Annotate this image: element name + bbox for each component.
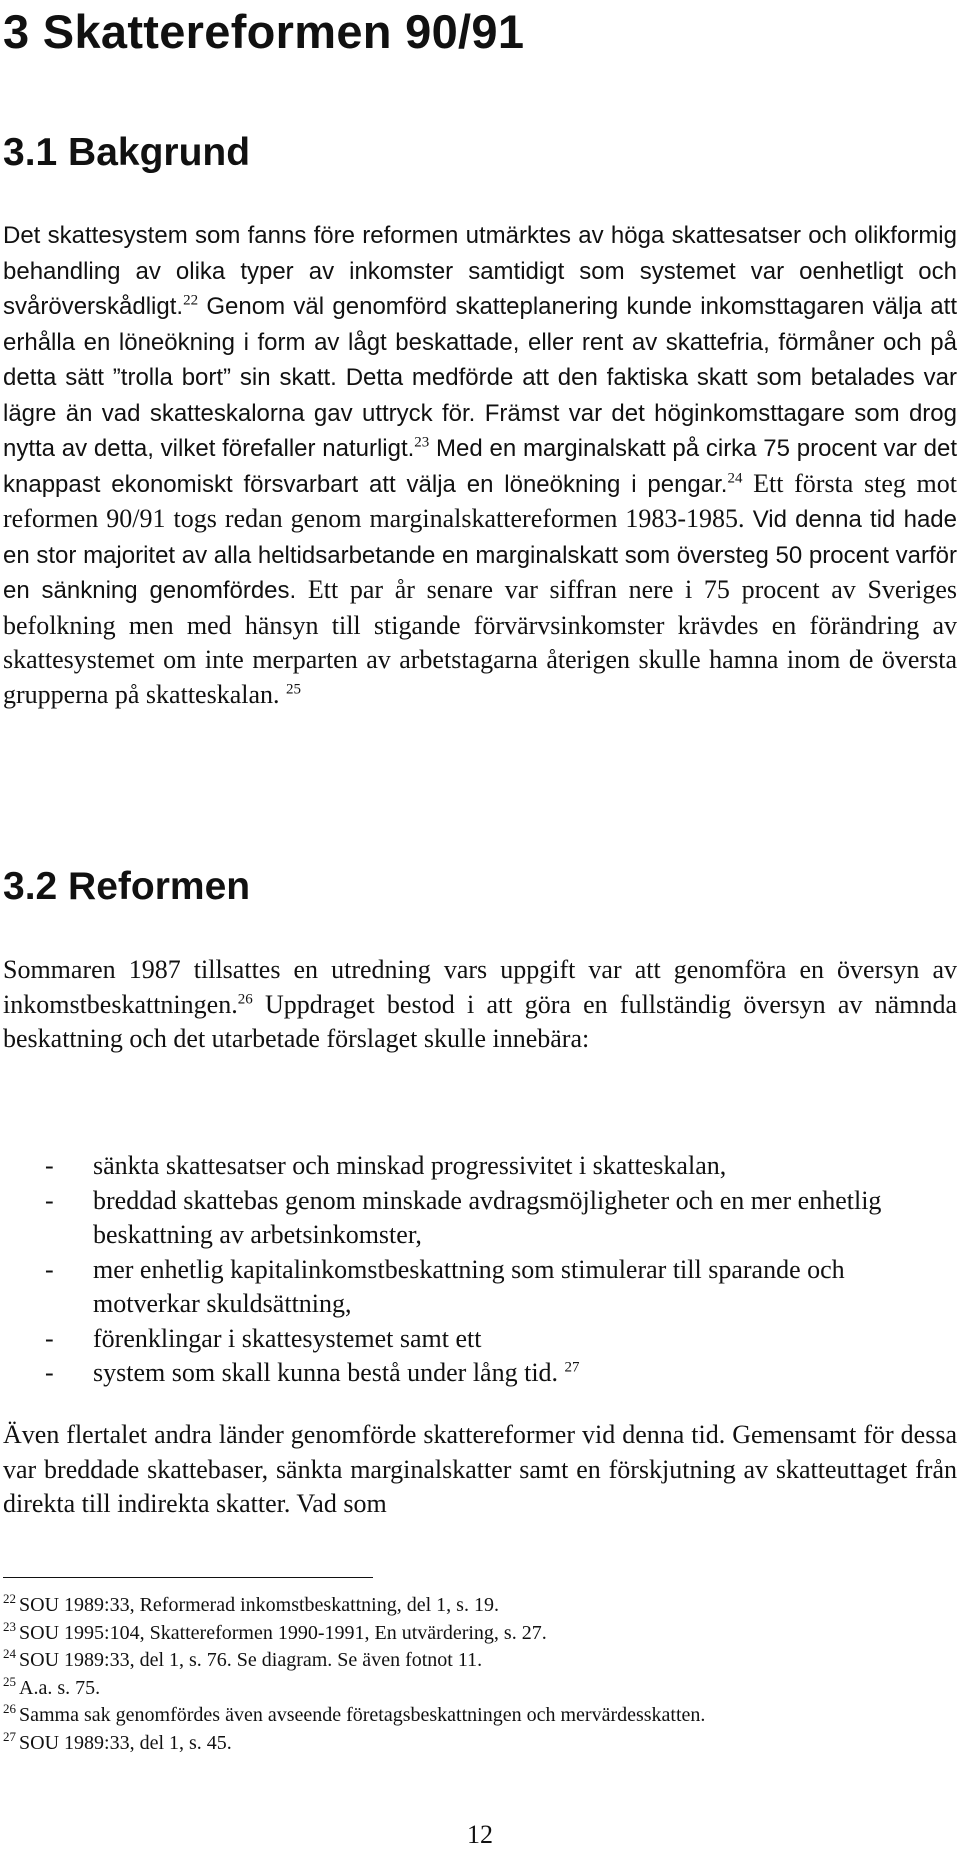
paragraph-text: Ett första steg mot reformen 90/91 togs redan genom marginalskattereformen 1983-1985. [3, 468, 957, 533]
paragraph-text: Genom väl genomförd skatteplanering kunde inkomsttagaren välja att erhålla en löneökning i form av lågt beskattade, eller rent av skattefria, förmåner och på detta sätt ”trolla bort” sin skatt. Detta medförde att den faktiska skatt som betalades var lägre än vad skatteskalorna gav uttryck för. Främst var det höginkomsttagare som drog nytta av detta, vilket förefaller naturligt. [3, 293, 957, 462]
footnote-separator [3, 1577, 373, 1578]
footnote-ref: 26 [237, 990, 253, 1007]
footnote-ref: 25 [286, 680, 302, 697]
footnote [3, 1592, 957, 1620]
footnote-text: SOU 1995:104, Skattereformen 1990-1991, En utvärdering, s. 27. [19, 1621, 547, 1644]
footnote-number: 23 [3, 1618, 16, 1634]
footnote-ref: 22 [183, 292, 199, 309]
paragraph-text: Ett par år senare var siffran nere i 75 procent av Sveriges befolkning men med hänsyn till stigande förvärvsinkomster krävdes en förändring av skattesystemet om inte merparten av arbetstagarna återigen skulle hamna inom de översta grupperna på skatteskalan. [3, 575, 957, 709]
list-item-text: förenklingar i skattesystemet samt ett [93, 1323, 482, 1353]
footnote-text: SOU 1989:33, del 1, s. 76. Se diagram. Se även fotnot 11. [19, 1649, 483, 1671]
list-item [3, 1322, 957, 1357]
list-dash: - [45, 1151, 54, 1180]
footnotes [3, 1592, 957, 1757]
footnote-ref: 23 [414, 434, 430, 451]
footnote-number: 27 [3, 1728, 16, 1744]
footnote [3, 1730, 957, 1758]
paragraph-text: Det skattesystem som fanns före reformen utmärktes av höga skattesatser och olikformig behandling av olika typer av inkomster samtidigt som systemet var oenhetligt och svåröverskådligt. [3, 222, 957, 320]
paragraph-text: Med en marginalskatt på cirka 75 procent var det knappast ekonomiskt försvarbart att välja en löneökning i pengar. [3, 435, 957, 498]
list-dash: - [45, 1358, 54, 1387]
list-item-text: breddad skattebas genom minskade avdragsmöjligheter och en mer enhetlig beskattning av arbetsinkomster, [93, 1185, 882, 1249]
footnote-number: 26 [3, 1701, 16, 1717]
footnote [3, 1647, 957, 1675]
footnote [3, 1620, 957, 1648]
list-item-text: mer enhetlig kapitalinkomstbeskattning som stimulerar till sparande och motverkar skuldsättning, [93, 1254, 845, 1318]
list-dash: - [45, 1323, 54, 1353]
footnote-ref: 27 [564, 1359, 580, 1376]
paragraph-text: Sommaren 1987 tillsattes en utredning vars uppgift var att genomföra en översyn av inkomstbeskattningen. [3, 955, 957, 1019]
section-heading-bakgrund: 3.1 Bakgrund [3, 131, 251, 174]
list-item-text: system som skall kunna bestå under lång tid. [93, 1358, 559, 1387]
footnote-number: 22 [3, 1591, 16, 1607]
footnote-text: SOU 1989:33, Reformerad inkomstbeskattning, del 1, s. 19. [19, 1594, 499, 1616]
paragraph-text: Vid denna tid hade en stor majoritet av alla heltidsarbetande en marginalskatt som översteg 50 procent varför en sänkning genomfördes. [3, 506, 957, 604]
footnote-text: A.a. s. 75. [19, 1676, 101, 1699]
list-item [3, 1184, 957, 1253]
footnote-text: SOU 1989:33, del 1, s. 45. [19, 1731, 232, 1754]
list-item [3, 1253, 957, 1322]
list-dash: - [45, 1185, 54, 1215]
list-item-text: sänkta skattesatser och minskad progressivitet i skatteskalan, [93, 1151, 727, 1180]
footnote-number: 24 [3, 1646, 16, 1662]
footnote-number: 25 [3, 1673, 16, 1689]
footnote-text: Samma sak genomfördes även avseende företagsbeskattningen och mervärdesskatten. [19, 1704, 706, 1726]
reform-list [3, 1149, 957, 1391]
paragraph-text: Uppdraget bestod i att göra en fullständig översyn av nämnda beskattning och det utarbetade förslaget skulle innebära: [3, 989, 957, 1053]
footnote [3, 1675, 957, 1703]
footnote [3, 1702, 957, 1730]
paragraph-bakgrund [3, 218, 957, 712]
list-dash: - [45, 1254, 54, 1284]
paragraph-flertalet: Även flertalet andra länder genomförde skattereformer vid denna tid. Gemensamt för dessa var breddade skattebaser, sänkta marginalskatter samt en förskjutning av skatteuttaget från direkta till indirekta skatter. Vad som [3, 1420, 957, 1518]
chapter-title: 3 Skattereformen 90/91 [3, 5, 525, 58]
list-item [3, 1356, 957, 1391]
paragraph-reformen [3, 953, 957, 1057]
page-number: 12 [467, 1820, 493, 1849]
list-item [3, 1149, 957, 1184]
footnote-ref: 24 [727, 469, 743, 486]
section-heading-reformen: 3.2 Reformen [3, 865, 251, 908]
